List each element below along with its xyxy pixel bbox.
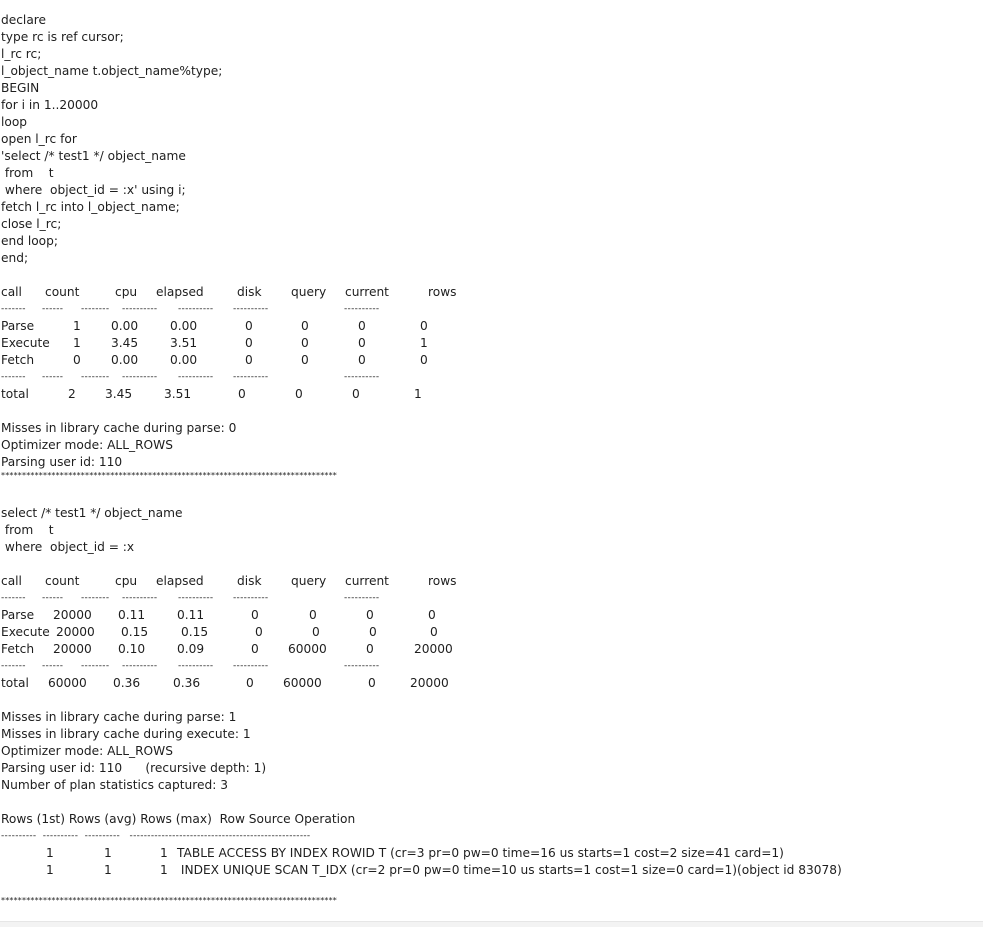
cell: 0.00 (170, 353, 198, 367)
cell: 0 (301, 353, 309, 367)
cell: 0 (358, 319, 366, 333)
separator-dashes: ---------- (233, 372, 269, 382)
cell: 0 (246, 676, 254, 690)
cell: 0 (366, 642, 374, 656)
separator-dashes: ---------- (122, 372, 158, 382)
cell: 0 (238, 387, 246, 401)
cell: 0 (73, 353, 81, 367)
cell: 60000 (48, 676, 87, 690)
cell: Fetch (1, 642, 35, 656)
cell: Fetch (1, 353, 35, 367)
header-disk: disk (237, 285, 262, 299)
code-line: BEGIN (1, 81, 40, 95)
cell: Parse (1, 319, 35, 333)
separator-dashes: -------- (81, 372, 110, 382)
stats-row-parse (1, 318, 981, 335)
header-current: current (345, 285, 389, 299)
cell: total (1, 676, 29, 690)
cell: 0.00 (170, 319, 198, 333)
separator-dashes: ---------- (178, 593, 214, 603)
cell: 0.36 (173, 676, 201, 690)
code-line: from t (1, 523, 54, 537)
stats-separator (1, 301, 981, 318)
cell: 0.15 (121, 625, 149, 639)
cell: 0 (251, 608, 259, 622)
code-line: end loop; (1, 234, 58, 248)
code-line: l_rc rc; (1, 47, 42, 61)
stats-row-execute (1, 624, 981, 641)
header-cpu: cpu (115, 574, 138, 588)
note-line: Misses in library cache during parse: 1 (1, 710, 237, 724)
row-source-plan (1, 811, 981, 879)
note-line: Number of plan statistics captured: 3 (1, 778, 228, 792)
cell: 1 (414, 387, 422, 401)
plan-rows-1st: 1 (46, 863, 54, 877)
stats-row-total (1, 675, 981, 692)
code-line: 'select /* test1 */ object_name (1, 149, 186, 163)
cell: 0.09 (177, 642, 205, 656)
header-elapsed: elapsed (156, 285, 204, 299)
separator-dashes: ---------- (178, 661, 214, 671)
plan-rows-avg: 1 (104, 863, 112, 877)
cell: 3.45 (111, 336, 139, 350)
header-elapsed: elapsed (156, 574, 204, 588)
cell: 0 (255, 625, 263, 639)
stats-separator (1, 369, 981, 386)
code-line: declare (1, 13, 47, 27)
plsql-block (1, 12, 981, 267)
note-line: Parsing user id: 110 (recursive depth: 1) (1, 761, 267, 775)
code-line: where object_id = :x' using i; (1, 183, 186, 197)
cell: 0.11 (177, 608, 205, 622)
separator-dashes: -------- (81, 661, 110, 671)
separator-dashes: ---------- (122, 661, 158, 671)
stats-header-row (1, 284, 981, 301)
plan-row (1, 862, 981, 879)
plan-row (1, 845, 981, 862)
header-count: count (45, 285, 80, 299)
plan-rows-1st: 1 (46, 846, 54, 860)
cell: 0 (309, 608, 317, 622)
stats-separator (1, 590, 981, 607)
separator-dashes: ---------- (233, 593, 269, 603)
cell: 0.10 (118, 642, 146, 656)
separator-dashes: -------- (81, 304, 110, 314)
stats-separator (1, 658, 981, 675)
separator-dashes: ---------- (178, 304, 214, 314)
cell: 1 (420, 336, 428, 350)
star-divider: ******************************************************************************** (1, 896, 337, 905)
note-line: Misses in library cache during execute: 1 (1, 727, 251, 741)
code-line: open l_rc for (1, 132, 77, 146)
cell: 0 (301, 319, 309, 333)
header-call: call (1, 574, 22, 588)
trace-document (1, 12, 981, 908)
separator-dashes: ---------- (233, 304, 269, 314)
header-rows: rows (428, 285, 457, 299)
header-cpu: cpu (115, 285, 138, 299)
code-line: type rc is ref cursor; (1, 30, 124, 44)
stats-table-2 (1, 573, 981, 692)
code-line: fetch l_rc into l_object_name; (1, 200, 180, 214)
cell: 20000 (410, 676, 449, 690)
stats-header-row (1, 573, 981, 590)
cell: 0.15 (181, 625, 209, 639)
cell: 3.51 (170, 336, 198, 350)
separator-dashes: ---------- (122, 593, 158, 603)
cell: 60000 (283, 676, 322, 690)
stats-row-fetch (1, 352, 981, 369)
stats-row-fetch (1, 641, 981, 658)
stats-row-total (1, 386, 981, 403)
cell: 0 (420, 319, 428, 333)
plan-operation: INDEX UNIQUE SCAN T_IDX (cr=2 pr=0 pw=0 time=10 us starts=1 cost=1 size=0 card=1)(object id 83078) (177, 863, 842, 877)
stats-row-execute (1, 335, 981, 352)
plan-separator: ---------- ---------- ---------- --------------------------------------------------- (1, 831, 311, 841)
plan-rows-max: 1 (160, 863, 168, 877)
header-rows: rows (428, 574, 457, 588)
cell: 0 (428, 608, 436, 622)
cell: 1 (73, 319, 81, 333)
cell: 20000 (53, 642, 92, 656)
note-line: Optimizer mode: ALL_ROWS (1, 744, 173, 758)
cell: 0.00 (111, 319, 139, 333)
cell: 20000 (53, 608, 92, 622)
separator-dashes: ------ (42, 372, 64, 382)
plan-operation: TABLE ACCESS BY INDEX ROWID T (cr=3 pr=0 pw=0 time=16 us starts=1 cost=2 size=41 card=1) (177, 846, 784, 860)
separator-dashes: ------- (1, 661, 26, 671)
header-call: call (1, 285, 22, 299)
cell: 3.45 (105, 387, 133, 401)
header-count: count (45, 574, 80, 588)
cell: 0 (312, 625, 320, 639)
code-line: select /* test1 */ object_name (1, 506, 183, 520)
trace-notes-1 (1, 420, 981, 471)
cell: 0 (358, 353, 366, 367)
cell: total (1, 387, 29, 401)
cell: 3.51 (164, 387, 192, 401)
code-line: where object_id = :x (1, 540, 135, 554)
code-line: close l_rc; (1, 217, 62, 231)
cell: 0 (368, 676, 376, 690)
plan-header: Rows (1st) Rows (avg) Rows (max) Row Source Operation (1, 812, 356, 826)
separator-dashes: ------- (1, 593, 26, 603)
cell: 0 (358, 336, 366, 350)
cell: 1 (73, 336, 81, 350)
note-line: Misses in library cache during parse: 0 (1, 421, 237, 435)
cell: 0 (366, 608, 374, 622)
cell: 0 (430, 625, 438, 639)
trace-notes-2 (1, 709, 981, 794)
cell: 0 (352, 387, 360, 401)
plan-rows-avg: 1 (104, 846, 112, 860)
separator-dashes: ---------- (344, 661, 380, 671)
cell: 0 (369, 625, 377, 639)
header-current: current (345, 574, 389, 588)
plan-rows-max: 1 (160, 846, 168, 860)
stats-table-1 (1, 284, 981, 403)
code-line: for i in 1..20000 (1, 98, 99, 112)
header-disk: disk (237, 574, 262, 588)
cell: 0 (301, 336, 309, 350)
cell: 0 (245, 353, 253, 367)
separator-dashes: ---------- (344, 372, 380, 382)
cell: 0.00 (111, 353, 139, 367)
cell: 0.36 (113, 676, 141, 690)
code-line: l_object_name t.object_name%type; (1, 64, 223, 78)
cell: 0 (245, 336, 253, 350)
cell: 0 (295, 387, 303, 401)
header-query: query (291, 574, 327, 588)
separator-dashes: ---------- (344, 304, 380, 314)
header-query: query (291, 285, 327, 299)
separator-dashes: ---------- (344, 593, 380, 603)
cell: 0 (251, 642, 259, 656)
cell: 20000 (414, 642, 453, 656)
cell: 2 (68, 387, 76, 401)
cell: 0 (245, 319, 253, 333)
cell: 0 (420, 353, 428, 367)
cell: 20000 (56, 625, 95, 639)
cell: Execute (1, 336, 50, 350)
cell: Execute (1, 625, 50, 639)
separator-dashes: ------ (42, 593, 64, 603)
separator-dashes: -------- (81, 593, 110, 603)
separator-dashes: ------- (1, 372, 26, 382)
note-line: Parsing user id: 110 (1, 455, 123, 469)
code-line: loop (1, 115, 28, 129)
separator-dashes: ---------- (233, 661, 269, 671)
cell: 60000 (288, 642, 327, 656)
separator-dashes: ------- (1, 304, 26, 314)
stats-row-parse (1, 607, 981, 624)
code-line: end; (1, 251, 29, 265)
star-divider: ******************************************************************************** (1, 471, 337, 480)
note-line: Optimizer mode: ALL_ROWS (1, 438, 173, 452)
separator-dashes: ------ (42, 661, 64, 671)
separator-dashes: ------ (42, 304, 64, 314)
separator-dashes: ---------- (122, 304, 158, 314)
sql-statement (1, 505, 981, 556)
cell: Parse (1, 608, 35, 622)
code-line: from t (1, 166, 54, 180)
cell: 0.11 (118, 608, 146, 622)
status-strip (0, 921, 983, 927)
separator-dashes: ---------- (178, 372, 214, 382)
